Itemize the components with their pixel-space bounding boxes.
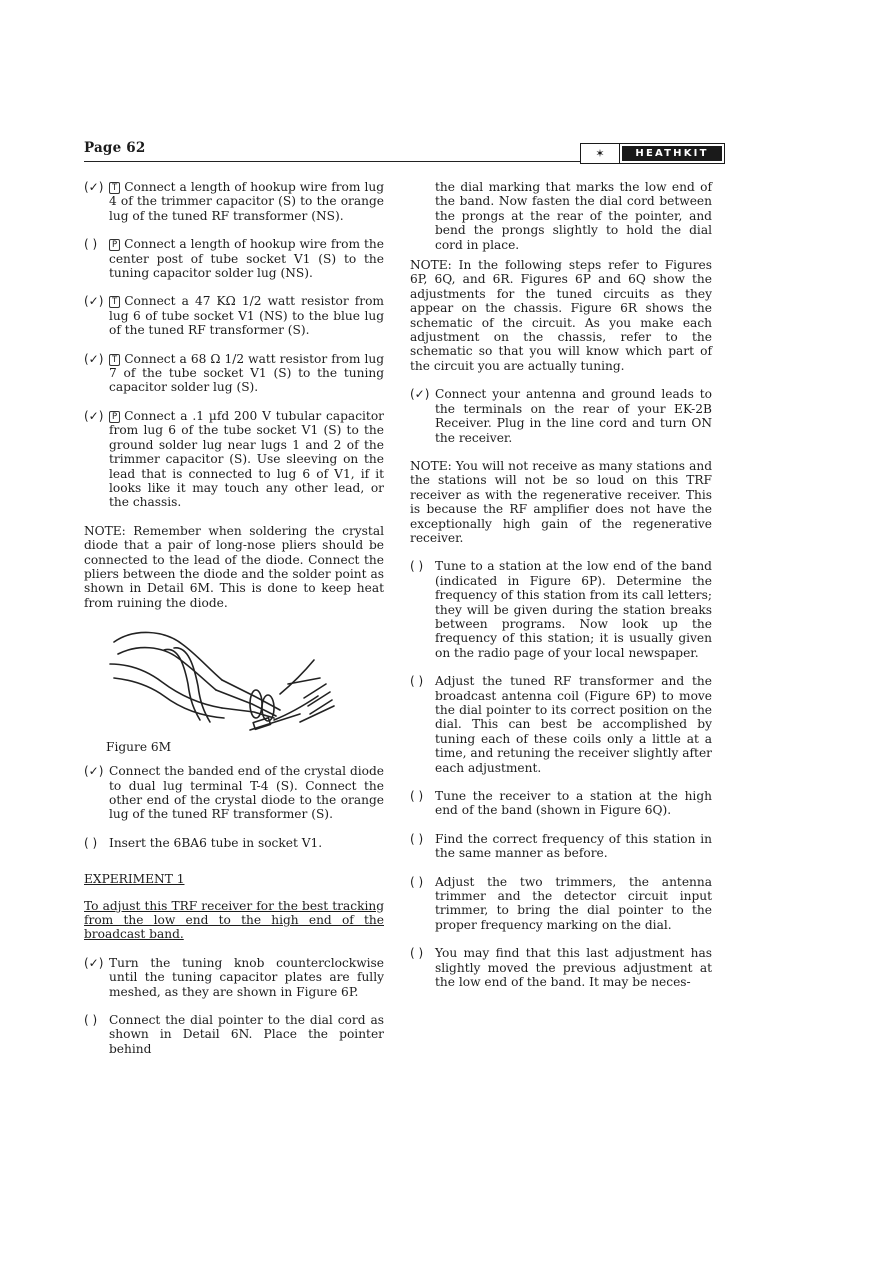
step-text: Connect a 47 KΩ 1/2 watt resistor from lug 6 of tube socket V1 (NS) to the blue lug of the tuned RF transformer (S). xyxy=(109,294,384,338)
step-text: Tune the receiver to a station at the high end of the band (shown in Figure 6Q). xyxy=(435,789,712,818)
step-item xyxy=(410,789,712,818)
checkbox[interactable]: (✓) xyxy=(84,408,104,423)
step-text: Connect the dial pointer to the dial cord as shown in Detail 6N. Place the pointer behind xyxy=(109,1013,384,1056)
logo-text: HEATHKIT xyxy=(622,146,722,161)
checkbox[interactable]: (✓) xyxy=(84,955,104,970)
experiment-heading: EXPERIMENT 1 xyxy=(84,872,185,887)
step-item xyxy=(84,409,384,510)
checkbox[interactable]: ( ) xyxy=(410,874,424,889)
checkbox[interactable]: ( ) xyxy=(410,831,424,846)
step-item xyxy=(84,764,384,822)
experiment-subhead: To adjust this TRF receiver for the best tracking from the low end to the high end of the broadcast band. xyxy=(84,898,384,942)
checkbox[interactable]: ( ) xyxy=(84,1013,98,1028)
step-text: Connect a 68 Ω 1/2 watt resistor from lug 7 of the tube socket V1 (S) to the tuning capacitor solder lug (S). xyxy=(109,351,384,395)
figure-caption: Figure 6M xyxy=(106,740,172,755)
trf-note: NOTE: You will not receive as many stations and the stations will not be so loud on this TRF receiver as with the regenerative receiver. This is because the RF amplifier does not have the exceptionally high gain of the regenerative receiver. xyxy=(410,458,712,545)
step-item xyxy=(84,956,384,999)
right-column xyxy=(410,180,712,1004)
left-column xyxy=(84,180,384,1070)
checkbox[interactable]: ( ) xyxy=(410,789,424,804)
step-item xyxy=(84,1013,384,1056)
step-item xyxy=(410,946,712,989)
checkbox[interactable]: (✓) xyxy=(84,764,104,779)
figures-note: NOTE: In the following steps refer to Figures 6P, 6Q, and 6R. Figures 6P and 6Q show the adjustments for the tuned circuits as they appear on the chassis. Figure 6R shows the schematic of the circuit. As you make each adjustment on the chassis, refer to the schematic so that you will know which part of the circuit you are actually tuning. xyxy=(410,258,712,373)
step-item xyxy=(410,559,712,660)
step-text: Connect a length of hookup wire from lug 4 of the trimmer capacitor (S) to the orange lug of the tuned RF transformer (NS). xyxy=(109,180,384,223)
pliers-diode-illustration xyxy=(104,624,344,744)
step-text: Turn the tuning knob counterclockwise until the tuning capacitor plates are fully meshed, as they are shown in Figure 6P. xyxy=(109,955,384,999)
step-item xyxy=(84,352,384,395)
checkbox[interactable]: ( ) xyxy=(410,674,424,689)
step-text: Adjust the tuned RF transformer and the broadcast antenna coil (Figure 6P) to move the dial pointer to its correct position on the dial. This can best be accomplished by tuning each of these coils only a little at a time, and retuning the receiver slightly after each adjustment. xyxy=(435,674,712,775)
step-text: Adjust the two trimmers, the antenna trimmer and the detector circuit input trimmer, to bring the dial pointer to the proper frequency marking on the dial. xyxy=(435,874,712,932)
checkbox[interactable]: ( ) xyxy=(410,946,424,961)
step-type-tag: P xyxy=(109,239,120,251)
step-text: Insert the 6BA6 tube in socket V1. xyxy=(109,835,323,850)
step-text: Connect a length of hookup wire from the center post of tube socket V1 (S) to the tuning capacitor solder lug (NS). xyxy=(109,237,384,281)
figure-6m xyxy=(84,624,384,756)
step-text: Connect a .1 µfd 200 V tubular capacitor from lug 6 of the tube socket V1 (S) to the ground solder lug near lugs 1 and 2 of the trimmer capacitor (S). Use sleeving on the lead that is connected to lug 6 of V1, if it looks like it may touch any other lead, or the chassis. xyxy=(109,408,384,510)
step-item xyxy=(84,294,384,337)
step-type-tag: T xyxy=(109,296,120,308)
checkbox[interactable]: ( ) xyxy=(84,237,98,252)
step-connect-antenna xyxy=(410,387,712,445)
checkbox[interactable]: ( ) xyxy=(84,835,98,850)
checkbox[interactable]: (✓) xyxy=(410,387,430,402)
step-type-tag: T xyxy=(109,354,120,366)
checkbox[interactable]: ( ) xyxy=(410,559,424,574)
step-text: Find the correct frequency of this station in the same manner as before. xyxy=(435,831,712,861)
step-item xyxy=(84,836,384,850)
logo-emblem-icon: ✶ xyxy=(581,144,620,163)
continued-paragraph: the dial marking that marks the low end of the band. Now fasten the dial cord between the prongs at the rear of the pointer, and bend the prongs slightly to hold the dial cord in place. xyxy=(435,180,712,252)
checkbox[interactable]: (✓) xyxy=(84,294,104,309)
step-text: Tune to a station at the low end of the band (indicated in Figure 6P). Determine the frequency of this station from its call letters; they will be given during the station breaks between programs. Now look up the frequency of this station; it is usually given on the radio page of your local newspaper. xyxy=(435,559,712,660)
step-text: You may find that this last adjustment has slightly moved the previous adjustment at the low end of the band. It may be neces- xyxy=(435,946,712,990)
diode-note: NOTE: Remember when soldering the crystal diode that a pair of long-nose pliers should be connected to the lead of the diode. Connect the pliers between the diode and the solder point as shown in Detail 6M. This is done to keep heat from ruining the diode. xyxy=(84,523,384,610)
step-text: Connect your antenna and ground leads to the terminals on the rear of your EK-2B Receiver. Plug in the line cord and turn ON the receiver. xyxy=(435,387,712,445)
step-item xyxy=(84,237,384,280)
step-type-tag: P xyxy=(109,411,120,423)
step-text: Connect the banded end of the crystal diode to dual lug terminal T-4 (S). Connect the other end of the crystal diode to the orange lug of the tuned RF transformer (S). xyxy=(109,764,384,822)
checkbox[interactable]: (✓) xyxy=(84,180,104,194)
checkbox[interactable]: (✓) xyxy=(84,351,104,366)
step-item xyxy=(410,875,712,933)
step-item xyxy=(410,674,712,775)
step-item xyxy=(410,832,712,861)
step-type-tag: T xyxy=(109,182,120,194)
header-rule xyxy=(84,161,582,162)
page-number: Page 62 xyxy=(84,140,146,156)
heathkit-logo xyxy=(580,143,725,164)
step-item xyxy=(84,180,384,223)
